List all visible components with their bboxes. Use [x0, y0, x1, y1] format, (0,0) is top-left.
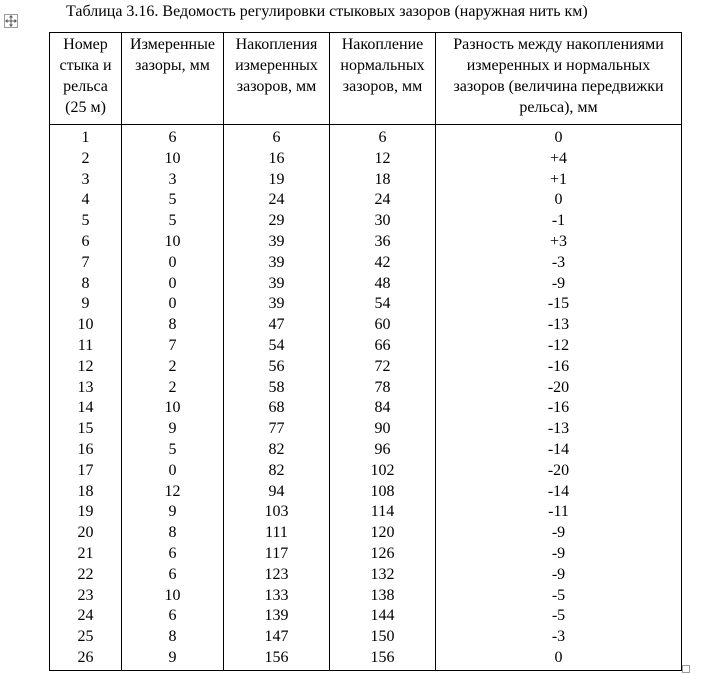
cell-measured-gap: 6	[122, 125, 224, 149]
table-row	[50, 523, 682, 544]
cell-joint-number: 4	[50, 190, 122, 211]
cell-joint-number: 23	[50, 586, 122, 607]
cell-joint-number: 24	[50, 606, 122, 627]
cell-joint-number: 10	[50, 315, 122, 336]
cell-joint-number: 12	[50, 357, 122, 378]
cell-normal-accumulation: 90	[330, 419, 436, 440]
cell-measured-gap: 12	[122, 482, 224, 503]
header-difference: Разность между накоплениями измеренных и нормальных зазоров (величина передвижки рельса), мм	[436, 33, 682, 125]
table-row	[50, 357, 682, 378]
cell-normal-accumulation: 138	[330, 586, 436, 607]
cell-normal-accumulation: 96	[330, 440, 436, 461]
cell-measured-gap: 10	[122, 149, 224, 170]
cell-measured-gap: 5	[122, 190, 224, 211]
table-row	[50, 440, 682, 461]
table-row	[50, 274, 682, 295]
table-row	[50, 419, 682, 440]
cell-measured-gap: 10	[122, 232, 224, 253]
cell-measured-gap: 10	[122, 398, 224, 419]
cell-difference: +3	[436, 232, 682, 253]
cell-measured-accumulation: 82	[224, 461, 330, 482]
cell-difference: -20	[436, 461, 682, 482]
cell-joint-number: 3	[50, 170, 122, 191]
table-row	[50, 606, 682, 627]
cell-normal-accumulation: 36	[330, 232, 436, 253]
cell-measured-accumulation: 6	[224, 125, 330, 149]
cell-measured-accumulation: 56	[224, 357, 330, 378]
cell-measured-gap: 3	[122, 170, 224, 191]
table-row	[50, 211, 682, 232]
table-row	[50, 125, 682, 149]
cell-measured-gap: 2	[122, 357, 224, 378]
cell-joint-number: 1	[50, 125, 122, 149]
table-header	[50, 33, 682, 125]
cell-normal-accumulation: 120	[330, 523, 436, 544]
cell-difference: -14	[436, 440, 682, 461]
cell-measured-accumulation: 16	[224, 149, 330, 170]
header-normal-accumulation: Накопление нормальных зазоров, мм	[330, 33, 436, 125]
cell-difference: -16	[436, 357, 682, 378]
cell-joint-number: 5	[50, 211, 122, 232]
cell-normal-accumulation: 72	[330, 357, 436, 378]
cell-measured-accumulation: 39	[224, 253, 330, 274]
cell-normal-accumulation: 48	[330, 274, 436, 295]
table-row	[50, 315, 682, 336]
cell-difference: -9	[436, 274, 682, 295]
cell-measured-accumulation: 103	[224, 502, 330, 523]
cell-difference: 0	[436, 648, 682, 670]
cell-normal-accumulation: 24	[330, 190, 436, 211]
cell-difference: -5	[436, 606, 682, 627]
cell-measured-gap: 8	[122, 523, 224, 544]
cell-normal-accumulation: 126	[330, 544, 436, 565]
table-row	[50, 586, 682, 607]
cell-measured-accumulation: 39	[224, 232, 330, 253]
cell-joint-number: 8	[50, 274, 122, 295]
cell-difference: -13	[436, 419, 682, 440]
cell-measured-gap: 5	[122, 211, 224, 232]
cell-difference: -11	[436, 502, 682, 523]
cell-joint-number: 13	[50, 378, 122, 399]
cell-difference: +1	[436, 170, 682, 191]
cell-joint-number: 15	[50, 419, 122, 440]
cell-measured-accumulation: 156	[224, 648, 330, 670]
cell-joint-number: 9	[50, 294, 122, 315]
header-row	[50, 33, 682, 125]
cell-measured-accumulation: 133	[224, 586, 330, 607]
cell-difference: -9	[436, 523, 682, 544]
cell-normal-accumulation: 84	[330, 398, 436, 419]
cell-joint-number: 22	[50, 565, 122, 586]
cell-difference: -5	[436, 586, 682, 607]
cell-measured-gap: 0	[122, 253, 224, 274]
cell-measured-accumulation: 147	[224, 627, 330, 648]
cell-normal-accumulation: 66	[330, 336, 436, 357]
table-row	[50, 648, 682, 670]
cell-joint-number: 18	[50, 482, 122, 503]
table-row	[50, 482, 682, 503]
cell-joint-number: 14	[50, 398, 122, 419]
table-body	[50, 125, 682, 671]
gap-adjustment-table	[49, 32, 682, 671]
cell-measured-accumulation: 29	[224, 211, 330, 232]
cell-normal-accumulation: 42	[330, 253, 436, 274]
table-resize-handle-icon[interactable]	[682, 665, 690, 673]
cell-normal-accumulation: 30	[330, 211, 436, 232]
cell-measured-accumulation: 117	[224, 544, 330, 565]
cell-measured-gap: 9	[122, 648, 224, 670]
cell-measured-accumulation: 54	[224, 336, 330, 357]
header-joint-number: Номер стыка и рельса (25 м)	[50, 33, 122, 125]
table-row	[50, 190, 682, 211]
cell-joint-number: 20	[50, 523, 122, 544]
cell-normal-accumulation: 6	[330, 125, 436, 149]
cell-difference: 0	[436, 190, 682, 211]
cell-measured-gap: 6	[122, 565, 224, 586]
cell-normal-accumulation: 60	[330, 315, 436, 336]
cell-normal-accumulation: 108	[330, 482, 436, 503]
cell-measured-accumulation: 94	[224, 482, 330, 503]
cell-measured-accumulation: 39	[224, 294, 330, 315]
cell-measured-accumulation: 58	[224, 378, 330, 399]
cell-joint-number: 25	[50, 627, 122, 648]
cell-measured-accumulation: 82	[224, 440, 330, 461]
table-row	[50, 544, 682, 565]
cell-difference: 0	[436, 125, 682, 149]
cell-measured-accumulation: 24	[224, 190, 330, 211]
cell-joint-number: 6	[50, 232, 122, 253]
cell-joint-number: 16	[50, 440, 122, 461]
cell-difference: -3	[436, 253, 682, 274]
cell-normal-accumulation: 114	[330, 502, 436, 523]
cell-joint-number: 21	[50, 544, 122, 565]
cell-measured-gap: 6	[122, 544, 224, 565]
cell-joint-number: 17	[50, 461, 122, 482]
table-caption: Таблица 3.16. Ведомость регулировки стыковых зазоров (наружная нить км)	[66, 3, 588, 20]
cell-measured-gap: 5	[122, 440, 224, 461]
cell-measured-accumulation: 68	[224, 398, 330, 419]
cell-measured-gap: 8	[122, 315, 224, 336]
header-measured-accumulation: Накопления измеренных зазоров, мм	[224, 33, 330, 125]
cell-difference: -14	[436, 482, 682, 503]
cell-measured-gap: 9	[122, 419, 224, 440]
table-row	[50, 461, 682, 482]
header-measured-gaps: Измеренные зазоры, мм	[122, 33, 224, 125]
cell-difference: -16	[436, 398, 682, 419]
cell-normal-accumulation: 102	[330, 461, 436, 482]
cell-measured-accumulation: 19	[224, 170, 330, 191]
cell-measured-gap: 10	[122, 586, 224, 607]
cell-measured-gap: 2	[122, 378, 224, 399]
table-row	[50, 565, 682, 586]
cell-difference: -9	[436, 544, 682, 565]
table-row	[50, 232, 682, 253]
cell-measured-accumulation: 47	[224, 315, 330, 336]
cell-difference: -15	[436, 294, 682, 315]
table-row	[50, 502, 682, 523]
cell-difference: -9	[436, 565, 682, 586]
cell-difference: -20	[436, 378, 682, 399]
cell-difference: -3	[436, 627, 682, 648]
cell-measured-gap: 9	[122, 502, 224, 523]
cell-measured-accumulation: 123	[224, 565, 330, 586]
cell-measured-accumulation: 111	[224, 523, 330, 544]
table-row	[50, 336, 682, 357]
cell-measured-accumulation: 139	[224, 606, 330, 627]
cell-measured-accumulation: 39	[224, 274, 330, 295]
cell-measured-gap: 0	[122, 274, 224, 295]
cell-difference: -13	[436, 315, 682, 336]
cell-measured-gap: 6	[122, 606, 224, 627]
cell-difference: -12	[436, 336, 682, 357]
cell-normal-accumulation: 78	[330, 378, 436, 399]
cell-normal-accumulation: 150	[330, 627, 436, 648]
table-row	[50, 398, 682, 419]
table-row	[50, 149, 682, 170]
table-row	[50, 627, 682, 648]
cell-normal-accumulation: 132	[330, 565, 436, 586]
table-row	[50, 253, 682, 274]
cell-joint-number: 7	[50, 253, 122, 274]
table-row	[50, 294, 682, 315]
table-row	[50, 378, 682, 399]
table-move-handle-icon[interactable]	[4, 14, 18, 28]
cell-normal-accumulation: 54	[330, 294, 436, 315]
four-arrows-move-icon	[5, 15, 17, 27]
cell-difference: +4	[436, 149, 682, 170]
table-row	[50, 170, 682, 191]
cell-joint-number: 19	[50, 502, 122, 523]
cell-normal-accumulation: 12	[330, 149, 436, 170]
cell-difference: -1	[436, 211, 682, 232]
cell-measured-gap: 8	[122, 627, 224, 648]
cell-normal-accumulation: 144	[330, 606, 436, 627]
cell-normal-accumulation: 18	[330, 170, 436, 191]
cell-measured-accumulation: 77	[224, 419, 330, 440]
cell-normal-accumulation: 156	[330, 648, 436, 670]
cell-joint-number: 11	[50, 336, 122, 357]
cell-measured-gap: 0	[122, 461, 224, 482]
cell-measured-gap: 0	[122, 294, 224, 315]
cell-joint-number: 2	[50, 149, 122, 170]
cell-measured-gap: 7	[122, 336, 224, 357]
cell-joint-number: 26	[50, 648, 122, 670]
